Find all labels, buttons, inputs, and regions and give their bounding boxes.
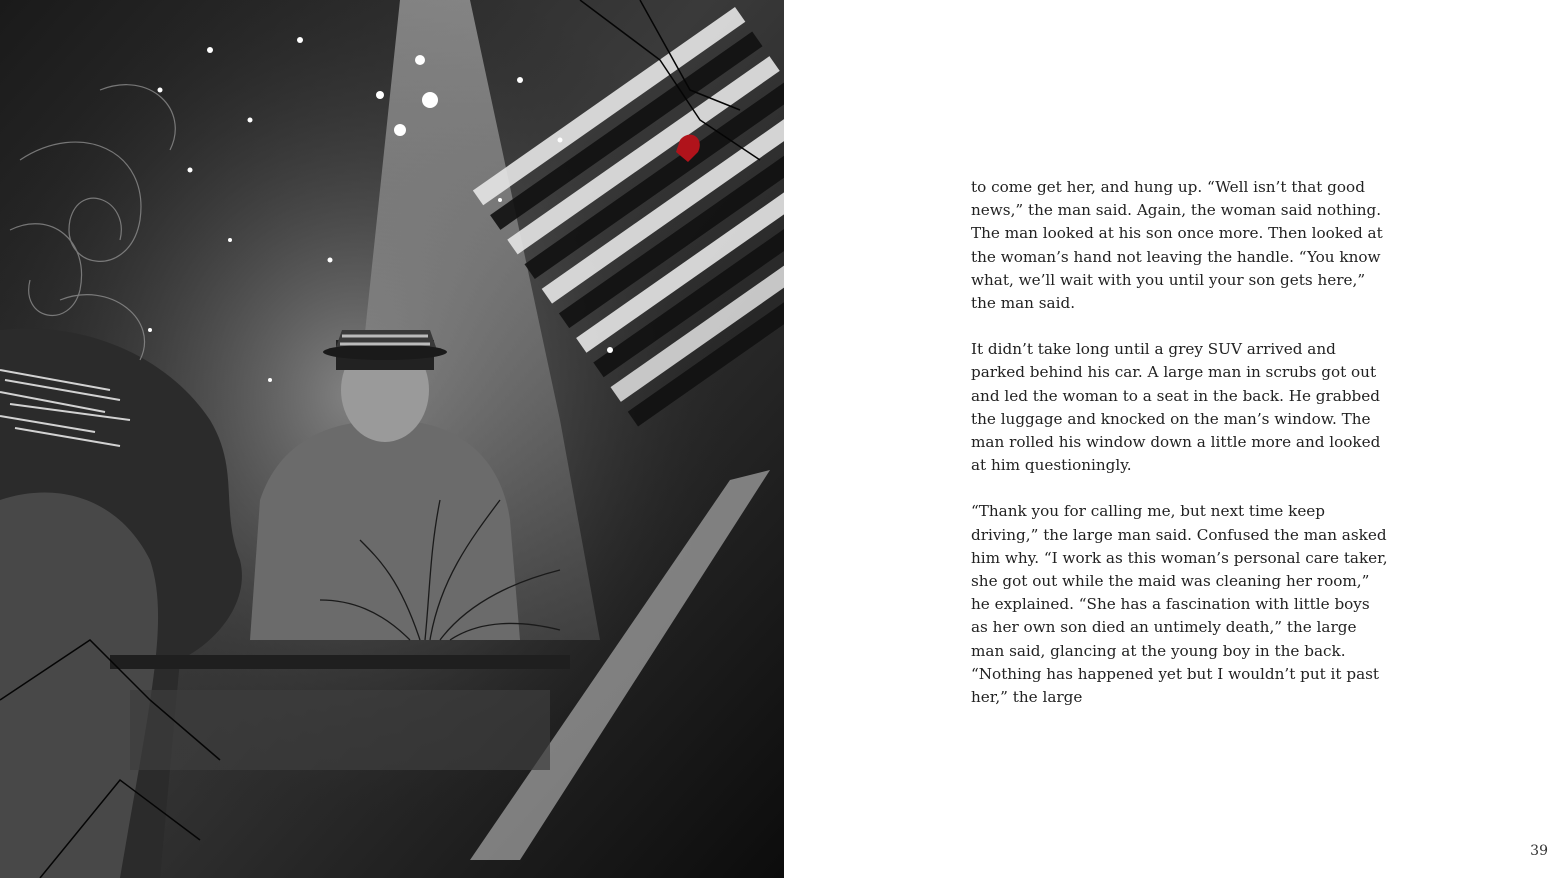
- paragraph: “Thank you for calling me, but next time keep driving,” the large man said. Confused the man asked him why. “I work as this woman’s personal care taker, she got out while the maid was cleaning her room,” he explained. “She has a fascination with little boys as her own son died an untimely death,” the large man said, glancing at the young boy in the back. “Nothing has happened yet but I wouldn’t put it past her,” the large: [971, 502, 1388, 707]
- story-text: [971, 176, 1391, 732]
- page-number: 39: [1530, 843, 1548, 859]
- text-page: [784, 0, 1568, 878]
- paragraph: It didn’t take long until a grey SUV arrived and parked behind his car. A large man in scrubs got out and led the woman to a seat in the back. He grabbed the luggage and knocked on the man’s window. The man rolled his window down a little more and looked at him questioningly.: [971, 340, 1381, 475]
- paragraph: to come get her, and hung up. “Well isn’t that good news,” the man said. Again, the woman said nothing. The man looked at his son once more. Then looked at the woman’s hand not leaving the handle. “You know what, we’ll wait with you until your son gets here,” the man said.: [971, 178, 1383, 313]
